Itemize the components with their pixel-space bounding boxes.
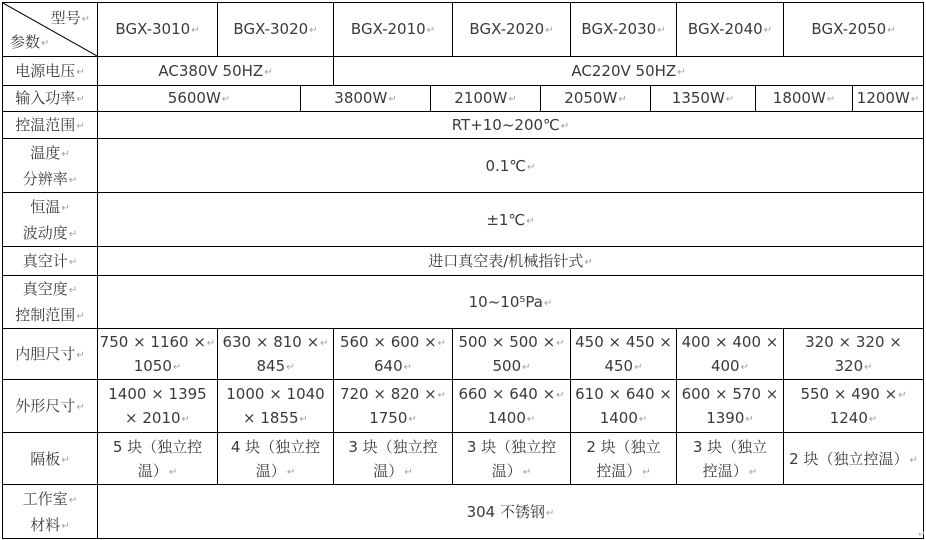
row-shelves bbox=[3, 433, 923, 485]
cell-shelves-6: 2 块（独立控温）↵ bbox=[789, 449, 918, 468]
cell-vacuum-gauge: 进口真空表/机械指针式↵ bbox=[428, 251, 593, 270]
cell-chamber-material: 304 不锈钢↵ bbox=[466, 502, 555, 521]
row-vacuum-gauge bbox=[3, 247, 923, 276]
model-header-bgx-2050: BGX-2050↵ bbox=[811, 20, 896, 38]
corner-param-label: 参数↵ bbox=[10, 33, 50, 51]
model-header-bgx-2040: BGX-2040↵ bbox=[677, 3, 784, 56]
row-input-power bbox=[3, 86, 923, 112]
model-header-bgx-3010: BGX-3010↵ bbox=[98, 3, 218, 56]
row-vacuum-range bbox=[3, 276, 923, 329]
model-header-bgx-3020: BGX-3020↵ bbox=[218, 3, 334, 56]
model-header-bgx-2030: BGX-2030↵ bbox=[571, 3, 677, 56]
cell-outer-size-5: 600 × 570 × 1390↵ bbox=[677, 380, 784, 432]
row-label-chamber-material: 工作室↵ 材料↵ bbox=[3, 485, 98, 538]
cell-inner-size-6: 320 × 320 × 320↵ bbox=[805, 333, 902, 375]
spec-table bbox=[2, 2, 924, 539]
cell-voltage-ac380: AC380V 50HZ↵ bbox=[98, 57, 334, 85]
model-header-bgx-2020: BGX-2020↵ bbox=[453, 3, 571, 56]
cell-voltage-ac220: AC220V 50HZ↵ bbox=[571, 61, 686, 80]
corner-cell bbox=[3, 3, 98, 56]
header-row bbox=[3, 3, 923, 57]
row-label-power-voltage: 电源电压↵ bbox=[3, 57, 98, 85]
cell-outer-size-0: 1400 × 1395 × 2010↵ bbox=[98, 380, 218, 432]
cell-shelves-5: 3 块（独立 控温）↵ bbox=[677, 433, 784, 484]
cell-inner-size-1: 630 × 810 ×↵ 845↵ bbox=[218, 329, 334, 379]
cell-temp-range: RT+10~200℃↵ bbox=[451, 115, 570, 134]
cell-vacuum-range: 10~10⁵Pa↵ bbox=[468, 293, 553, 311]
corner-model-label: 型号↵ bbox=[50, 9, 90, 27]
model-header-bgx-2010: BGX-2010↵ bbox=[334, 3, 453, 56]
row-label-outer-size: 外形尺寸↵ bbox=[3, 380, 98, 432]
cell-power-0: 5600W↵ bbox=[98, 86, 301, 111]
cell-temp-resolution: 0.1℃↵ bbox=[485, 156, 536, 175]
cell-outer-size-3: 660 × 640 ×↵ 1400↵ bbox=[453, 380, 571, 432]
row-label-temp-fluctuation: 恒温↵ 波动度↵ bbox=[3, 193, 98, 246]
after-table-paragraph-mark: ↵ bbox=[918, 530, 926, 540]
row-label-input-power: 输入功率↵ bbox=[3, 86, 98, 111]
row-label-inner-size: 内胆尺寸↵ bbox=[3, 329, 98, 379]
row-label-vacuum-range: 真空度↵ 控制范围↵ bbox=[3, 276, 98, 328]
cell-power-1: 3800W↵ bbox=[301, 86, 431, 111]
cell-inner-size-3: 500 × 500 ×↵ 500↵ bbox=[453, 329, 571, 379]
cell-shelves-2: 3 块（独立控 温）↵ bbox=[334, 433, 453, 484]
row-inner-size bbox=[3, 329, 923, 380]
row-label-shelves: 隔板↵ bbox=[3, 433, 98, 484]
cell-outer-size-4: 610 × 640 × 1400↵ bbox=[571, 380, 677, 432]
row-label-temp-range: 控温范围↵ bbox=[3, 112, 98, 138]
cell-shelves-0: 5 块（独立控 温）↵ bbox=[98, 433, 218, 484]
cell-inner-size-5: 400 × 400 × 400↵ bbox=[677, 329, 784, 379]
cell-outer-size-6: 550 × 490 ×↵ 1240↵ bbox=[800, 385, 907, 427]
row-outer-size bbox=[3, 380, 923, 433]
cell-inner-size-2: 560 × 600 ×↵ 640↵ bbox=[334, 329, 453, 379]
cell-outer-size-2: 720 × 820 ×↵ 1750↵ bbox=[334, 380, 453, 432]
row-power-voltage bbox=[3, 57, 923, 86]
row-temp-range bbox=[3, 112, 923, 139]
cell-shelves-3: 3 块（独立控 温）↵ bbox=[453, 433, 571, 484]
cell-shelves-4: 2 块（独立 控温）↵ bbox=[571, 433, 677, 484]
cell-shelves-1: 4 块（独立控 温）↵ bbox=[218, 433, 334, 484]
row-chamber-material bbox=[3, 485, 923, 538]
cell-power-2: 2100W↵ bbox=[431, 86, 541, 111]
cell-temp-fluctuation: ±1℃↵ bbox=[486, 210, 535, 229]
cell-inner-size-0: 750 × 1160 ×↵ 1050↵ bbox=[98, 329, 218, 379]
cell-power-3: 2050W↵ bbox=[541, 86, 651, 111]
row-label-temp-resolution: 温度↵ 分辨率↵ bbox=[3, 139, 98, 192]
cell-outer-size-1: 1000 × 1040 × 1855↵ bbox=[218, 380, 334, 432]
row-temp-resolution bbox=[3, 139, 923, 193]
cell-power-5: 1800W↵ bbox=[756, 86, 853, 111]
row-temp-fluctuation bbox=[3, 193, 923, 247]
cell-inner-size-4: 450 × 450 × 450↵ bbox=[571, 329, 677, 379]
row-label-vacuum-gauge: 真空计↵ bbox=[3, 247, 98, 275]
cell-power-4: 1350W↵ bbox=[651, 86, 756, 111]
cell-power-6: 1200W↵ bbox=[856, 89, 920, 107]
